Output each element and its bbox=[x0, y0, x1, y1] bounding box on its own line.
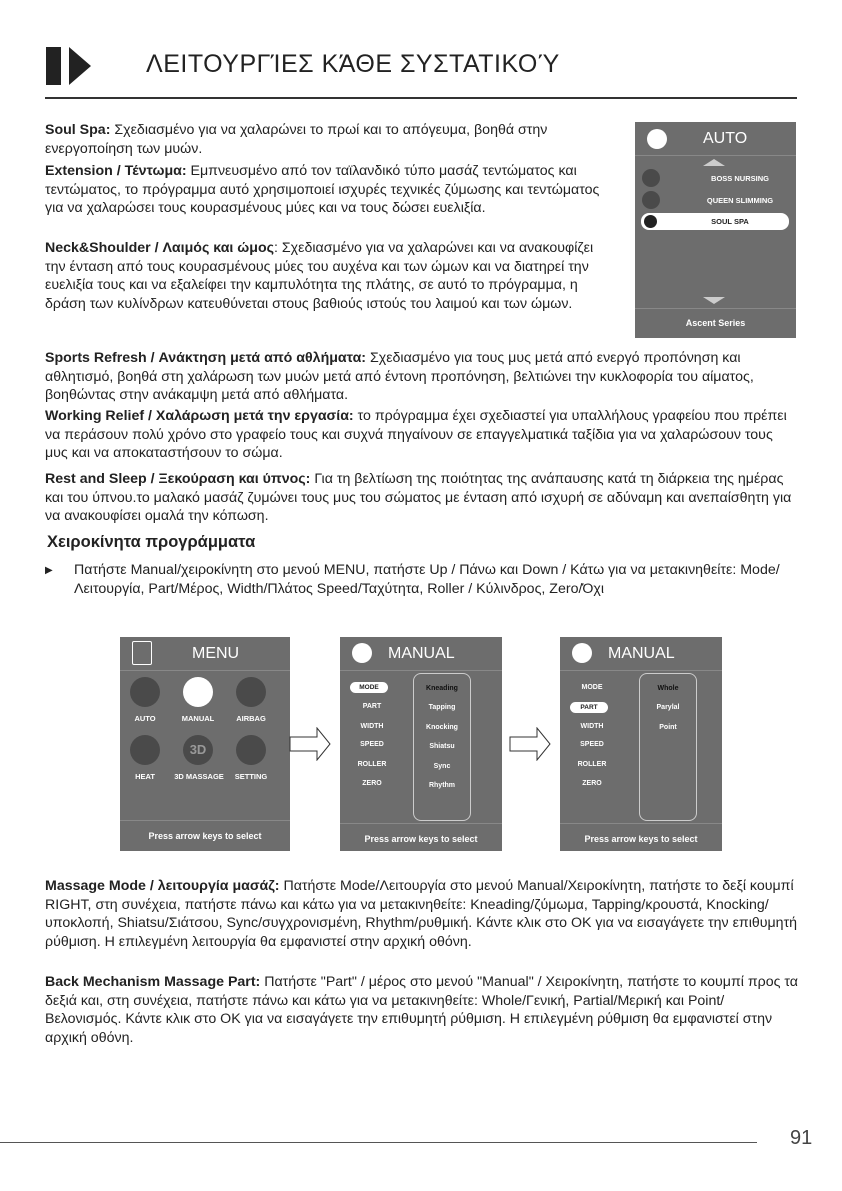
option-selected: Kneading bbox=[426, 685, 458, 692]
options-list bbox=[639, 673, 697, 821]
boss-icon bbox=[642, 169, 660, 187]
menu-item: SETTING bbox=[234, 772, 268, 781]
manual-heading: Χειροκίνητα προγράμματα bbox=[47, 533, 256, 551]
paragraph-extension: Extension / Τέντωμα: Εμπνευσμένο από τον ταϊλανδικό τύπο μασάζ τεντώματος και τεντώματος, το πρόγραμμα αυτό χρησιμοποιεί ισχυρές τεχνικές ζύμωσης και τεντώματος για να χαλαρώσει τους κουρασμένους μύες και να τους δώσει ευελιξία. bbox=[45, 163, 600, 217]
menu-item: AUTO bbox=[134, 714, 156, 723]
menu-item: SPEED bbox=[360, 741, 384, 748]
auto-item: BOSS NURSING bbox=[711, 174, 769, 183]
option: Parylal bbox=[656, 704, 680, 711]
menu-item: ROLLER bbox=[357, 761, 387, 768]
menu-item: PART bbox=[362, 703, 382, 710]
option: Shiatsu bbox=[429, 743, 455, 750]
option: Knocking bbox=[426, 724, 458, 731]
footer-divider bbox=[0, 1142, 757, 1143]
bullet-icon: ▶ bbox=[45, 565, 53, 576]
menu-item: 3D MASSAGE bbox=[174, 772, 224, 781]
menu-item: WIDTH bbox=[580, 723, 604, 730]
paragraph-neck-shoulder: Neck&Shoulder / Λαιμός και ώμος: Σχεδιασμένο για να χαλαρώνει και να ανακουφίζει την ένταση από τους κουρασμένους μύες του αυχένα και των ώμων και να διατηρεί την ευελιξία τους και να εξαλείφει την καμπυλότητα της πλάτης, σε αυτό το πρόγραμμα, η δράση των κυλίνδρων κατευθύνεται στους βαθιούς ιστούς του λαιμού και των ώμων. bbox=[45, 240, 594, 312]
manual-part-screen-image bbox=[560, 637, 722, 851]
arrow-right-icon bbox=[289, 727, 331, 761]
option: Rhythm bbox=[428, 782, 456, 789]
option-selected: Whole bbox=[657, 685, 679, 692]
paragraph-massage-part: Back Mechanism Massage Part: Πατήστε "Part" / μέρος στο μενού "Manual" / Χειροκίνητη, πατήστε το κουμπί προς τα δεξιά και, στη συνέχεια, πατήστε πάνω και κάτω για να μετακινηθείτε: Whole/Γενική, Partial/Μερική και Point/Βελονισμός. Κάντε κλικ στο OK για να εισαγάγετε την επιθυμητή ρύθμιση. Η επιλεγμένη ρύθμιση θα εμφανιστεί στην αρχική οθόνη. bbox=[45, 974, 798, 1046]
option: Tapping bbox=[428, 704, 456, 711]
screen-title: MANUAL bbox=[608, 645, 675, 662]
screen-title: MANUAL bbox=[388, 645, 455, 662]
paragraph-massage-mode: Massage Mode / λειτουργία μασάζ: Πατήστε Mode/Λειτουργία στο μενού Manual/Χειροκίνητη, πατήστε το δεξί κουμπί RIGHT, στη συνέχεια, πατήστε πάνω και κάτω για να μετακινηθείτε: Kneading/ζύμωμα, Tapping/κρουστά, Knocking/υποκλοπή, Shiatsu/Σιάτσου, Sync/συγχρονισμένη, Rhythm/ρυθμική. Κάντε κλικ στο OK για να εισαγάγετε την επιθυμητή ρύθμιση. Η επιλεγμένη λειτουργία θα εμφανιστεί στην αρχική οθόνη. bbox=[45, 878, 798, 950]
menu-item: SPEED bbox=[580, 741, 604, 748]
header-divider bbox=[45, 97, 797, 99]
hand-icon bbox=[352, 643, 372, 663]
option: Sync bbox=[433, 763, 451, 770]
menu-list-icon bbox=[132, 641, 152, 665]
screen-footer: Press arrow keys to select bbox=[584, 834, 698, 844]
options-list bbox=[413, 673, 471, 821]
airbag-icon bbox=[236, 677, 266, 707]
menu-screen-image bbox=[120, 637, 290, 851]
page-title: ΛΕΙΤΟΥΡΓΊΕΣ ΚΆΘΕ ΣΥΣΤΑΤΙΚΟΎ bbox=[146, 50, 560, 78]
menu-item: ZERO bbox=[582, 780, 602, 787]
screen-footer: Press arrow keys to select bbox=[148, 831, 262, 841]
section-marker-icon bbox=[46, 47, 91, 85]
auto-icon bbox=[647, 129, 667, 149]
menu-item: MODE bbox=[581, 684, 603, 691]
auto-item-selected: SOUL SPA bbox=[641, 213, 789, 230]
paragraph-rest-sleep: Rest and Sleep / Ξεκούραση και ύπνος: Για τη βελτίωση της ποιότητας της ανάπαυσης κατά τη διάρκεια της ημέρας και του ύπνου.το μαλακό μασάζ ζυμώνει τους μυς του σώματος με ένταση από ισχυρή σε αδύναμη και ανεπαίσθητη για να ανακουφίσει ομαλά την κόπωση. bbox=[45, 471, 792, 525]
down-arrow-icon bbox=[703, 297, 725, 304]
flame-icon bbox=[130, 735, 160, 765]
heart-icon bbox=[644, 215, 657, 228]
paragraph-sports-refresh: Sports Refresh / Ανάκτηση μετά από αθλήματα: Σχεδιασμένο για τους μυς μετά από ενεργό προπόνηση και αθλητισμό, βοηθά στη χαλάρωση των μυών μετά από έντονη προπόνηση, βελτιώνει την κυκλοφορία του αίματος, βοηθώντας στην ανάκαμψη μετά από αθλήματα. bbox=[45, 350, 754, 404]
manual-mode-screen-image bbox=[340, 637, 502, 851]
menu-item: AIRBAG bbox=[236, 714, 266, 723]
menu-mode-selected: MODE bbox=[350, 682, 388, 693]
screen-footer: Ascent Series bbox=[685, 318, 746, 328]
paragraph-working-relief: Working Relief / Χαλάρωση μετά την εργασία: το πρόγραμμα έχει σχεδιαστεί για υπαλλήλους γραφείου που πρέπει να περάσουν πολύ χρόνο στο γραφείο τους και συχνά πηγαίνουν σε επαγγελματικά ταξίδια για να χαλαρώσουν τους μυς και να αποκαταστήσουν το σώμα. bbox=[45, 408, 787, 462]
page-number: 91 bbox=[790, 1127, 813, 1149]
3d-icon: 3D bbox=[183, 735, 213, 765]
auto-icon bbox=[130, 677, 160, 707]
gear-icon bbox=[236, 735, 266, 765]
menu-item: WIDTH bbox=[360, 723, 384, 730]
auto-screen-image bbox=[635, 122, 796, 338]
option: Point bbox=[659, 724, 677, 731]
menu-part-selected: PART bbox=[570, 702, 608, 713]
screen-title: MENU bbox=[192, 645, 240, 662]
arrow-right-icon bbox=[509, 727, 551, 761]
hand-icon bbox=[183, 677, 213, 707]
auto-item: QUEEN SLIMMING bbox=[706, 196, 774, 205]
hand-icon bbox=[572, 643, 592, 663]
paragraph-soul-spa: Soul Spa: Σχεδιασμένο για να χαλαρώνει το πρωί και το απόγευμα, βοηθά στην ενεργοποίηση των μυών. bbox=[45, 122, 548, 157]
menu-item: ROLLER bbox=[577, 761, 607, 768]
up-arrow-icon bbox=[703, 159, 725, 166]
screen-footer: Press arrow keys to select bbox=[364, 834, 478, 844]
menu-item: HEAT bbox=[135, 772, 155, 781]
queen-icon bbox=[642, 191, 660, 209]
manual-instructions: Πατήστε Manual/χειροκίνητη στο μενού MENU, πατήστε Up / Πάνω και Down / Κάτω για να μετακινηθείτε: Mode/Λειτουργία, Part/Μέρος, Width/Πλάτος Speed/Ταχύτητα, Roller / Κύλινδρος, Zero/Όχι bbox=[74, 562, 780, 597]
menu-item: ZERO bbox=[362, 780, 382, 787]
screen-title: AUTO bbox=[703, 130, 748, 147]
menu-item: MANUAL bbox=[181, 714, 215, 723]
